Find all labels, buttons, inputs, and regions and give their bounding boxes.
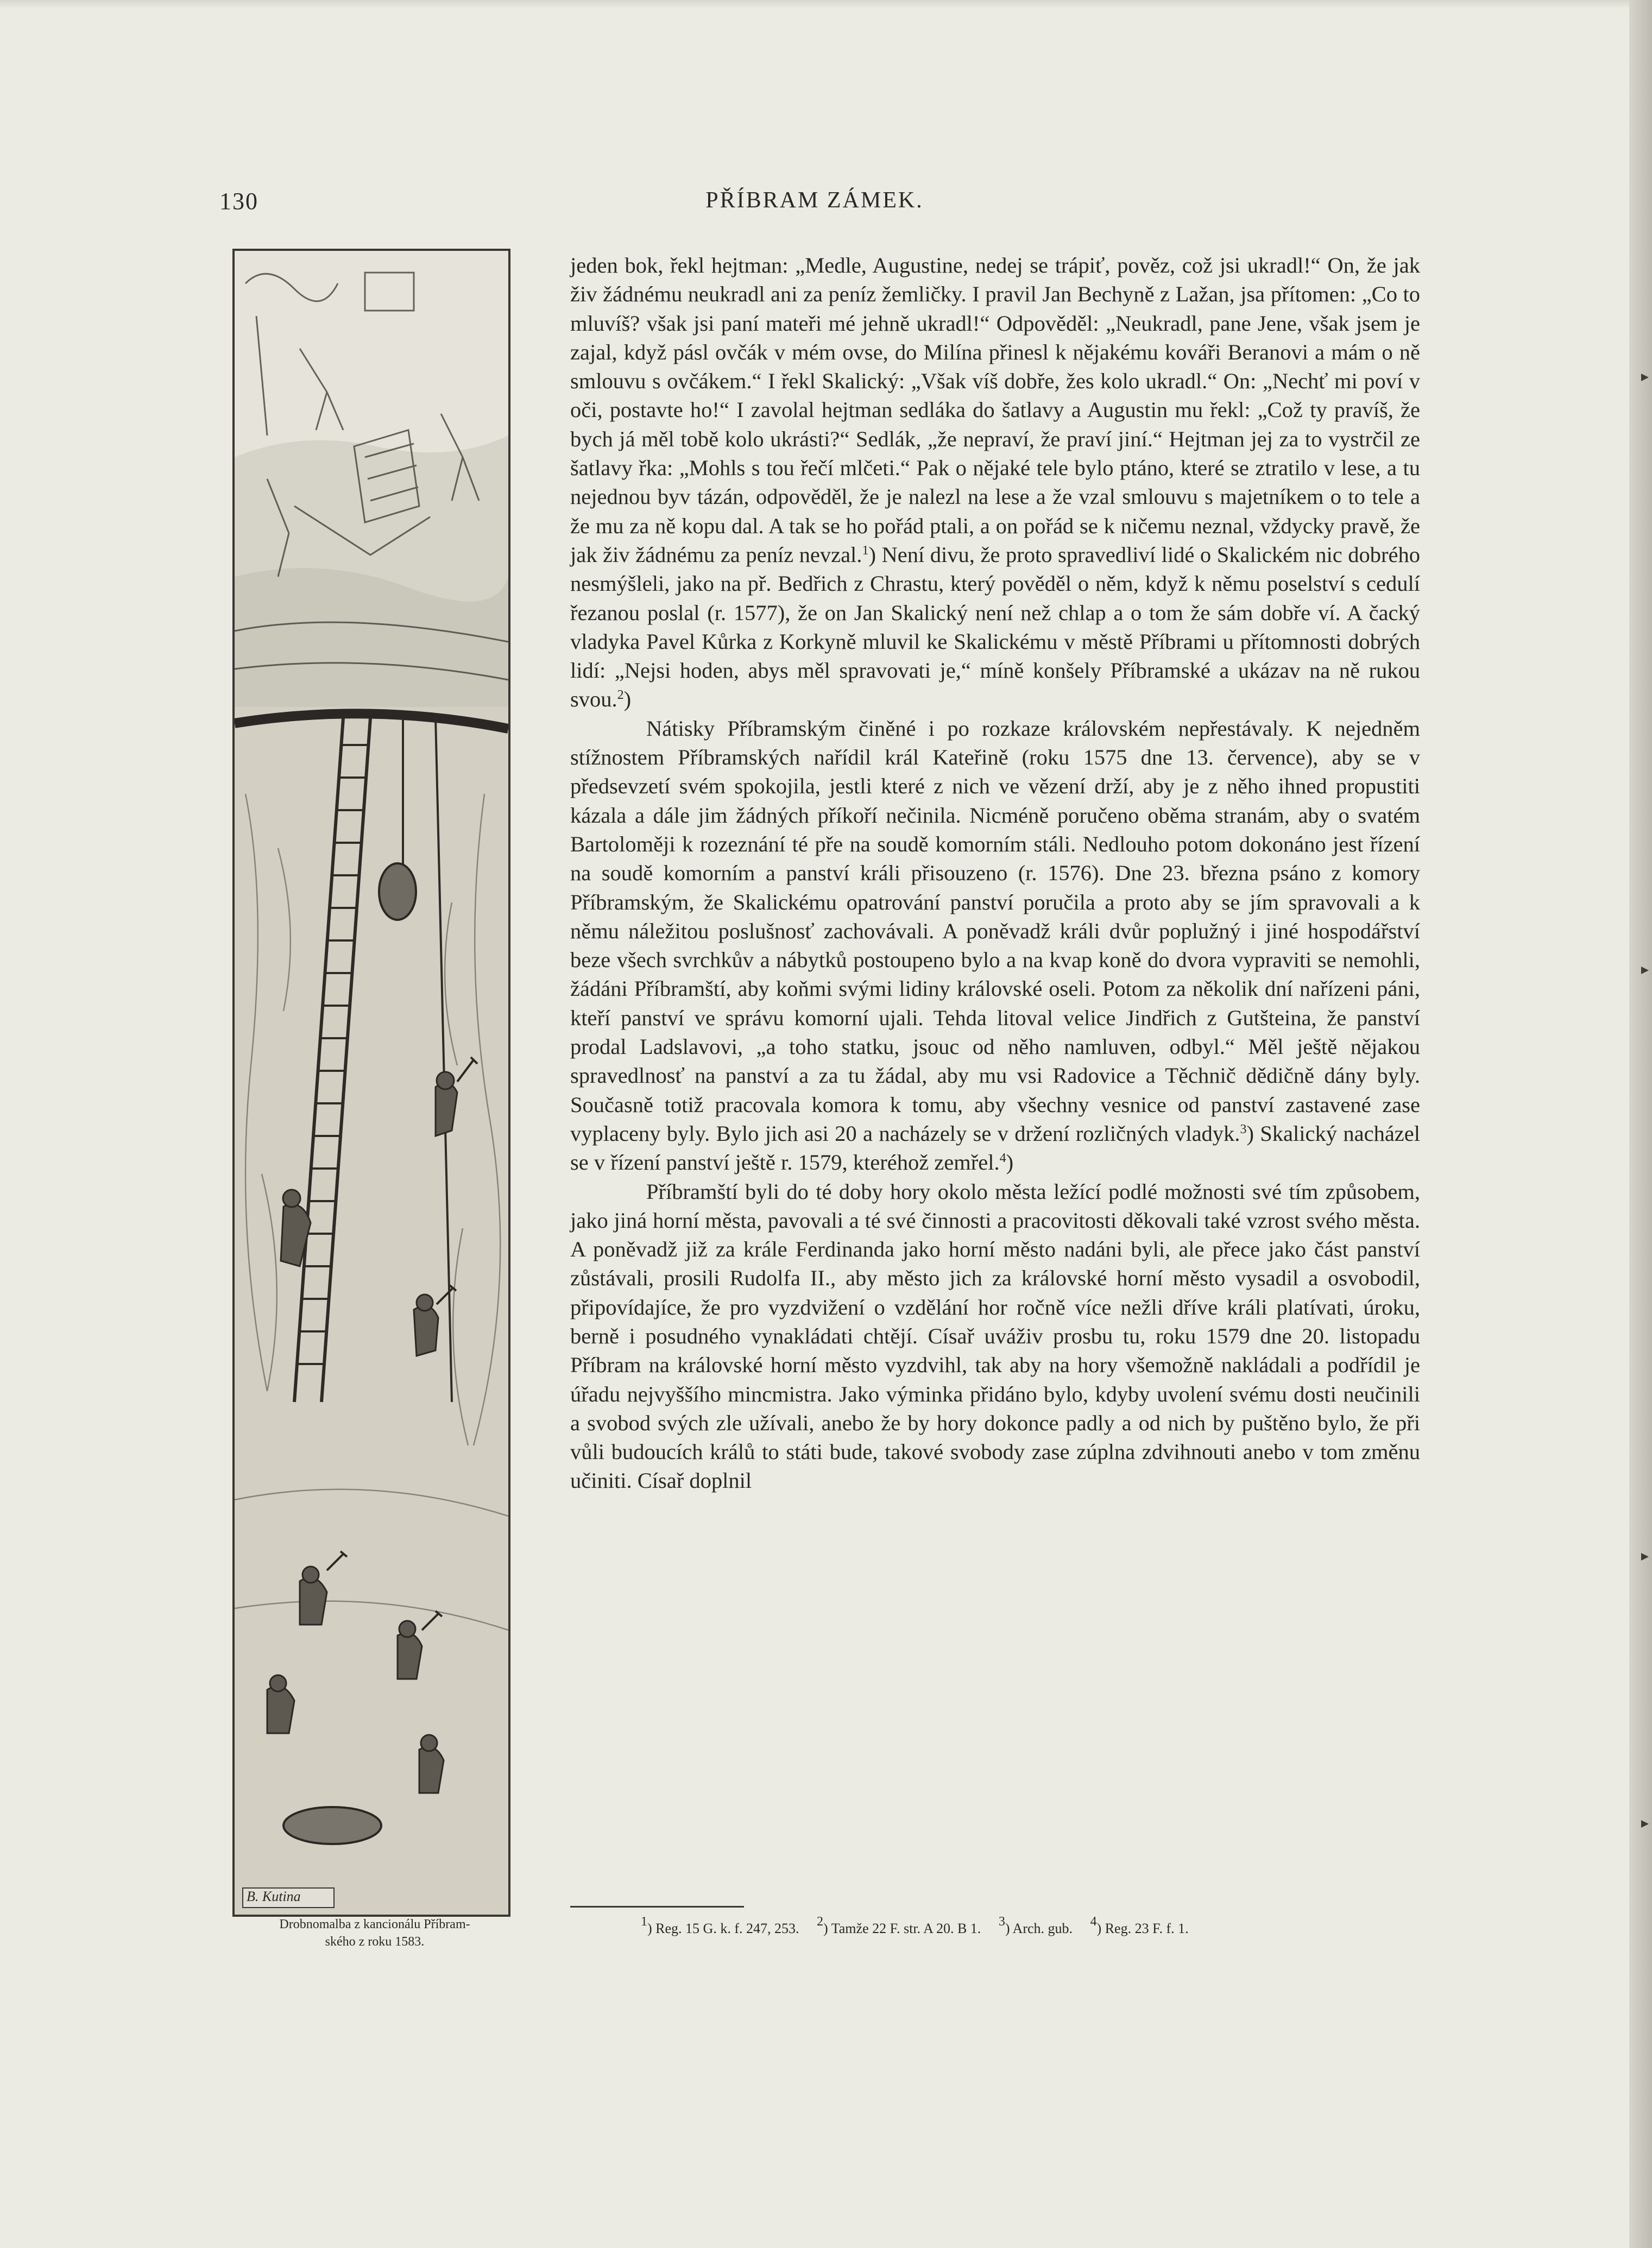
footnote-rule bbox=[570, 1906, 744, 1908]
mining-scene-drawing bbox=[235, 251, 508, 1915]
page-number: 130 bbox=[219, 188, 258, 214]
footnote: $^3$) Arch. gub. bbox=[998, 1915, 1073, 1936]
footnote: $^1$) Reg. 15 G. k. f. 247, 253. bbox=[641, 1915, 799, 1936]
footnote: $^4$) Reg. 23 F. f. 1. bbox=[1090, 1915, 1189, 1936]
footnote: $^2$) Tamže 22 F. str. A 20. B 1. bbox=[817, 1915, 981, 1936]
paragraph-1: jeden bok, řekl hejtman: „Medle, Augustine, nedej se trápiť, pověz, což jsi ukradl!“ On, že jak živ žádnému neukradl ani za peníz žemličky. I pravil Jan Bechyně z Lažan, jsa přítomen: „Co to mluvíš? však jsi paní mateři mé jehně ukradl!“ Odpověděl: „Neukradl, pane Jene, však jsem je zajal, když pásl ovčák v mém ovse, do Milína přinesl k nějakému kováři Beranovi a mám o ně smlouvu s ovčákem.“ I řekl Skalický: „Však víš dobře, žes kolo ukradl.“ On: „Nechť mi poví v oči, postavte ho!“ I zavolal hejtman sedláka do šatlavy a Augustin mu řekl: „Což ty pravíš, že bych já měl tobě kolo ukrásti?“ Sedlák, „že nepraví, že praví jiní.“ Hejtman jej za to vystrčil ze šatlavy řka: „Mohls s tou řečí mlčeti.“ Pak o nějaké tele bylo ptáno, které se ztratilo v lese, a tu nejednou byv tázán, odpověděl, že je nalezl na lese a že vzal smlouvu s majetníkem o to tele a že mu za ně kopu dal. A tak se ho pořád ptali, a on pořád se k ničemu neznal, vždycky pravě, že jak živ žádnému za peníz nevzal.$^1$) Není divu, že proto spravedliví lidé o Skalickém nic dobrého nesmýšleli, jako na př. Bedřich z Chrastu, který pověděl o něm, když k němu poselství s cedulí řezanou poslal (r. 1577), že on Jan Skalický není než chlap a o tom že sám dobře ví. A čacký vladyka Pavel Kůrka z Korkyně mluvil ke Skalickému v městě Příbrami u přítomnosti dobrých lidí: „Nejsi hoden, abys měl spravovati je,“ míně konšely Příbramské a ukázav na ně rukou svou.$^2$) bbox=[570, 253, 1420, 712]
illustration-caption bbox=[228, 1916, 521, 1965]
artist-signature: B. Kutina bbox=[242, 1887, 335, 1908]
footnotes bbox=[641, 1915, 1417, 1950]
paragraph-3: Příbramští byli do té doby hory okolo města ležící podlé možnosti své tím způsobem, jako jiná horní města, pavovali a té své činnosti a pracovitosti děkovali také vzrost svého města. A poněvadž již za krále Ferdinanda jako horní město nadáni byli, ale přece jako část panství zůstávali, prosili Rudolfa II., aby město jich za královské horní město vysadil a osvobodil, připovídajíce, že pro vyzdvižení o vzdělání hor ročně více nežli dříve králi platívati, úroku, berně i posudného vynakládati chtějí. Císař uváživ prosbu tu, roku 1579 dne 20. listopadu Příbram na královské horní město vyzdvihl, tak aby na hory všemožně nakládali a podřídil je úřadu nejvyššího mincmistra. Jako výminka přidáno bylo, kdyby uvolení svému dosti neučinili a svobod svých zle užívali, anebo že by hory dokonce padly a od nich by puštěno bylo, že při vůli budoucích králů to státi bude, takové svobody zase zúplna zdvihnouti anebo v tom změnu učiniti. Císař doplnil bbox=[570, 1179, 1420, 1493]
ore-heap bbox=[283, 1807, 381, 1844]
page-top-edge bbox=[0, 0, 1652, 9]
illustration-miniature bbox=[232, 249, 510, 1917]
ore-bucket bbox=[379, 863, 416, 920]
caption-line: Drobnomalba z kancionálu Příbram- bbox=[279, 1917, 470, 1931]
body-text bbox=[570, 251, 1420, 1880]
running-head: PŘÍBRAM ZÁMEK. bbox=[705, 188, 924, 213]
caption-line: ského z roku 1583. bbox=[325, 1935, 425, 1949]
page-right-edge bbox=[1629, 0, 1652, 2248]
paragraph-2: Nátisky Příbramským činěné i po rozkaze královském nepřestávaly. K nejedněm stížnostem Příbramských nařídil král Kateřině (roku 1575 dne 13. července), aby se v předsevzetí svém spokojila, jestli které z nich ve vězení drží, aby je z něho ihned propustiti kázala a dále jim žádných příkoří nečinila. Nicméně poručeno oběma stranám, aby o svatém Bartoloměji k rozeznání té pře na soudě komorním stáli. Nedlouho potom dokonáno jest řízení na soudě komorním a panství králi přisouzeno (r. 1576). Dne 23. března psáno z komory Příbramským, že Skalickému opatrování panství poručila a proto aby se jím spravovali a k němu náležitou poslušnosť zachovávali. A poněvadž králi dvůr poplužný i jiné hospodářství beze všech svrchkův a nábytků postoupeno bylo a na kvap koně do dvora vypraviti se nemohli, žádáni Příbramští, aby koňmi svými lidiny královské oseli. Potom za několik dní nařízeni páni, kteří panství ve správu komorní ujali. Tehda litoval velice Jindřich z Gutšteina, že panství prodal Ladslavovi, „a toho statku, jsouc od něho namluven, odbyl.“ Měl ještě nějakou spravedlnosť na panství a za tu žádal, aby mu vsi Radovice a Těchnič dědičně dány byly. Současně totiž pracovala komora k tomu, aby všechny vesnice od panství zastavené zase vyplaceny byly. Bylo jich asi 20 a nacházely se v držení rozličných vladyk.$^3$) Skalický nacházel se v řízení panství ještě r. 1579, kteréhož zemřel.$^4$) bbox=[570, 716, 1420, 1175]
